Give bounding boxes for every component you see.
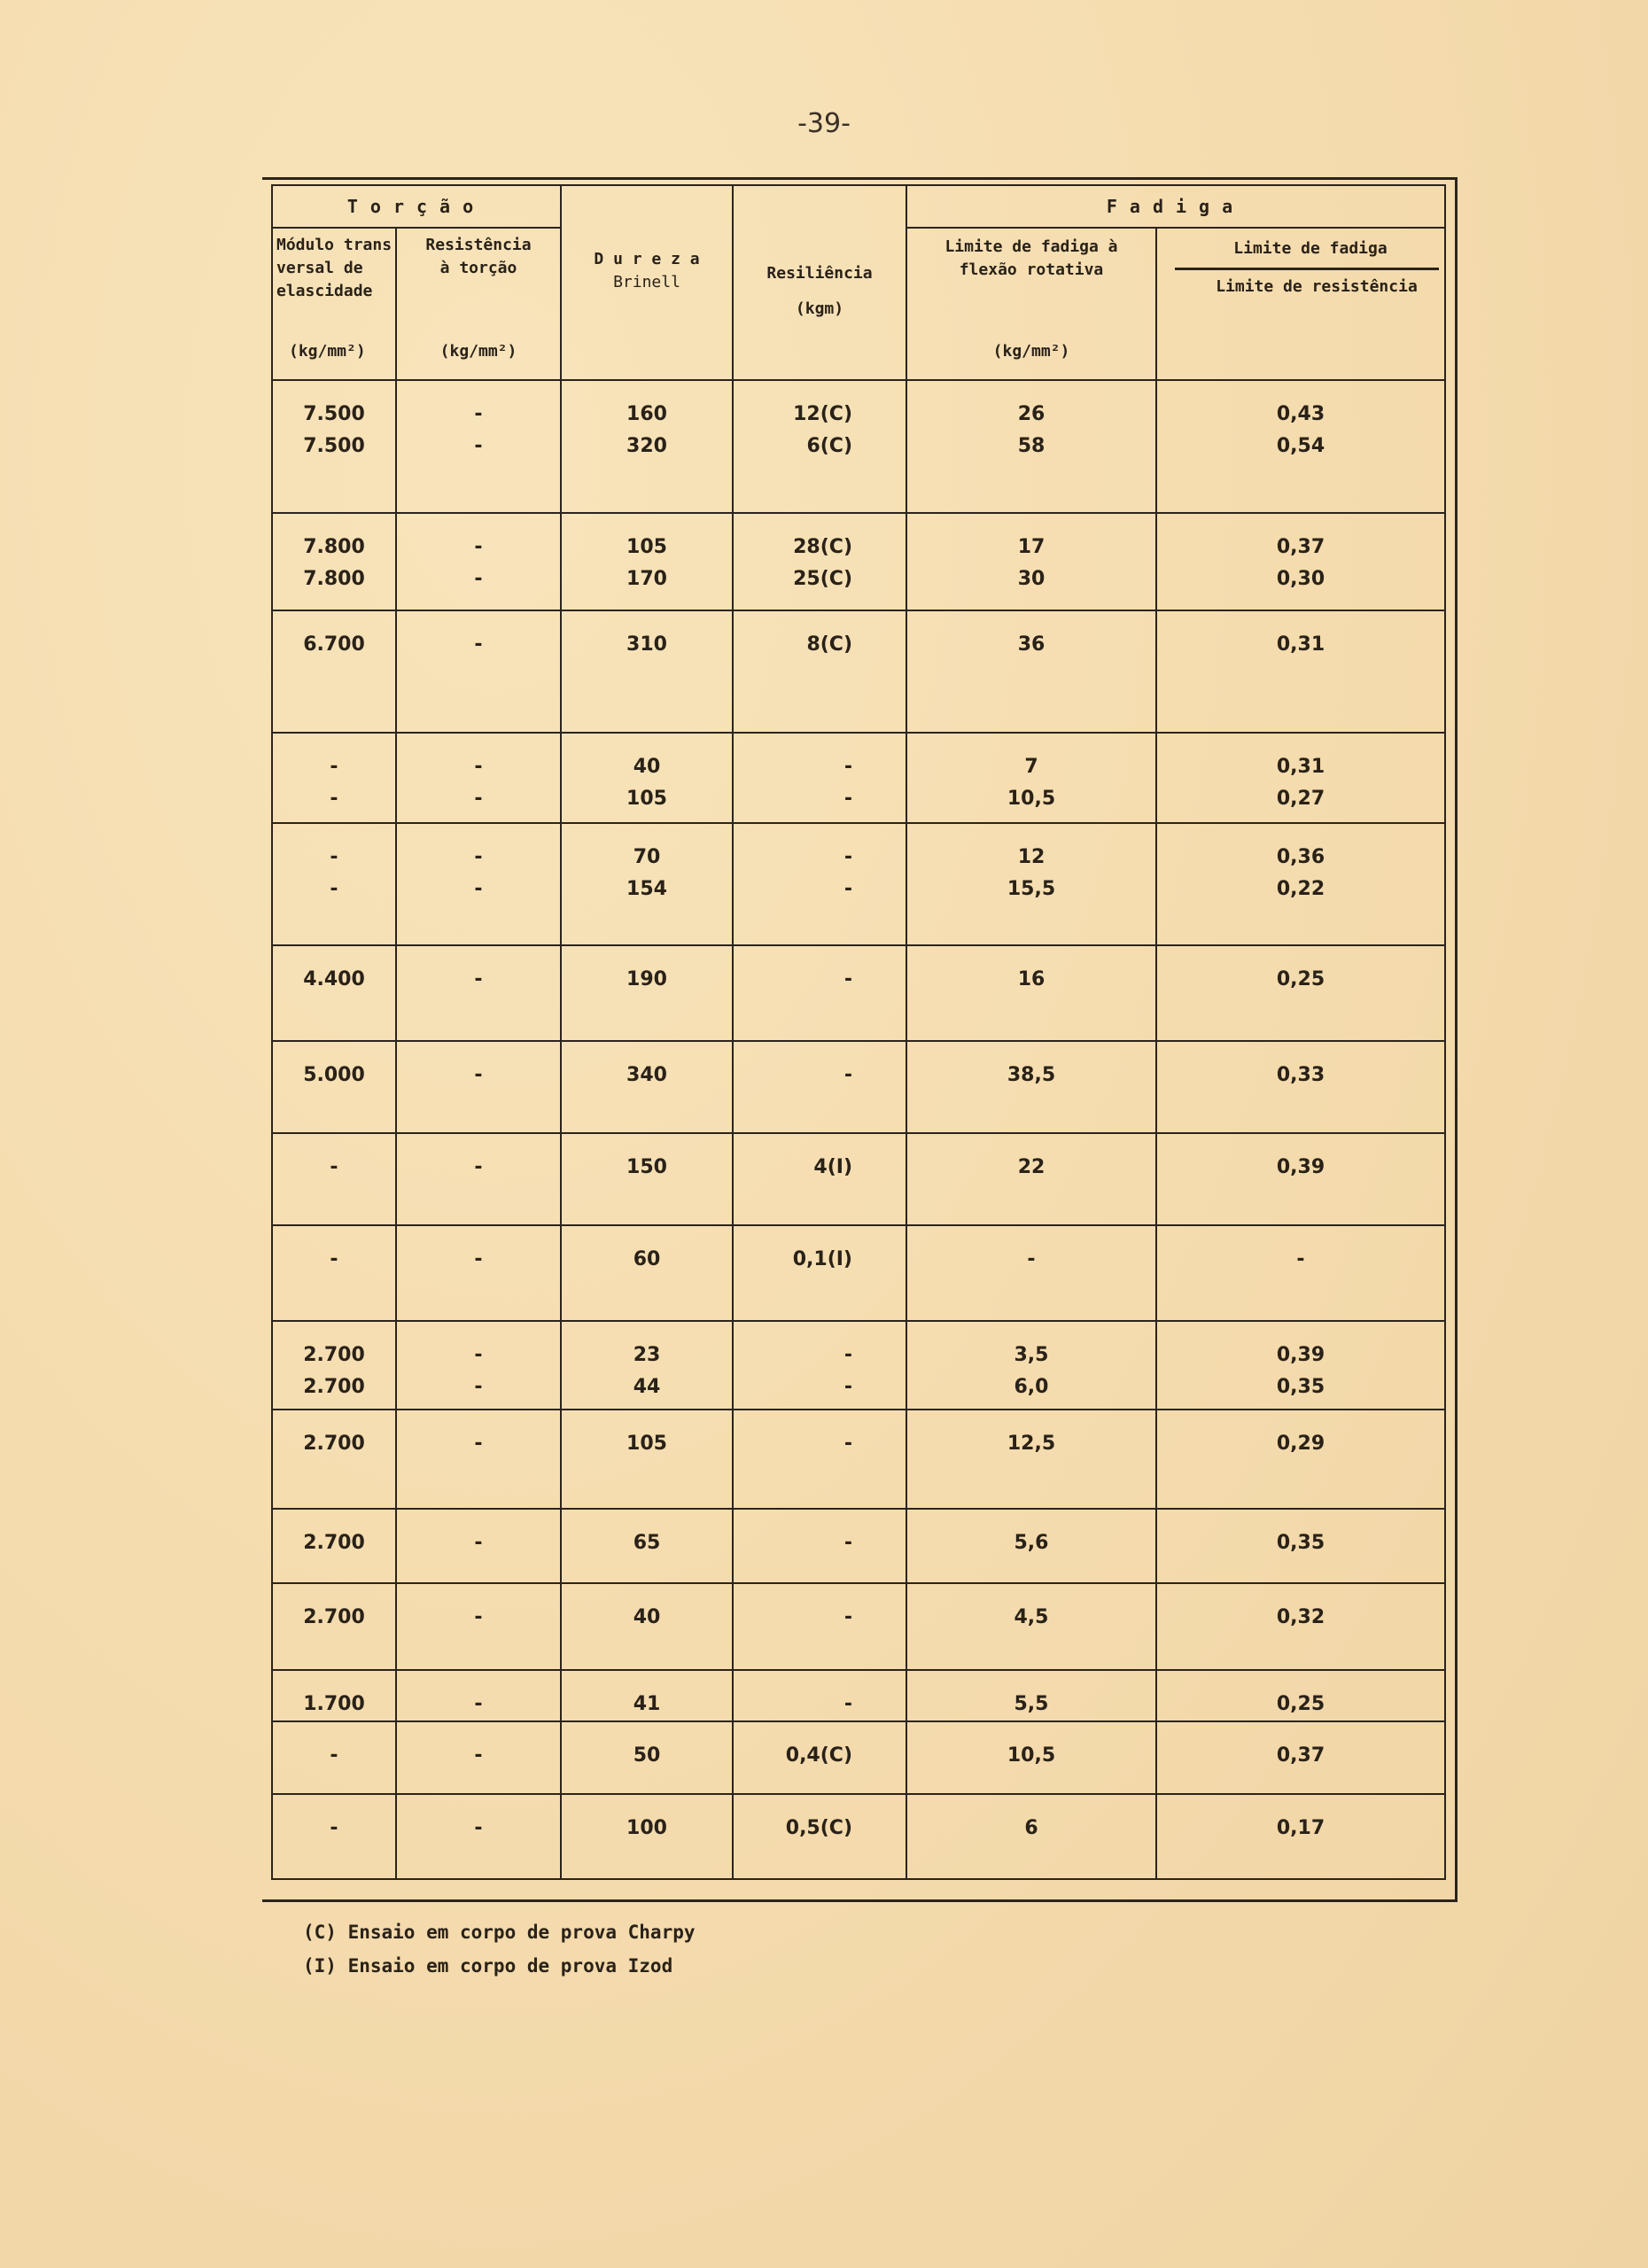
cell-resistencia (396, 1321, 561, 1410)
cell-value: 30 (1017, 568, 1046, 590)
cell-value: 310 (626, 633, 667, 656)
cell-value: - (843, 1693, 852, 1715)
cell-modulo (272, 513, 396, 610)
footnote-charpy: (C) Ensaio em corpo de prova Charpy (303, 1922, 696, 1943)
cell-value: - (474, 878, 483, 900)
cell-resiliencia (733, 1583, 906, 1670)
table-row (272, 380, 1445, 513)
cell-value: - (474, 1606, 483, 1628)
cell-value: - (474, 1744, 483, 1767)
cell-dureza (561, 945, 733, 1041)
cell-resistencia (396, 1041, 561, 1133)
header-dureza-line2: Brinell (613, 273, 680, 291)
cell-razao (1156, 1133, 1445, 1225)
cell-limite (906, 1721, 1156, 1794)
cell-value: 2.700 (303, 1606, 365, 1628)
cell-value: 0,37 (1276, 536, 1325, 558)
cell-value: 4,5 (1014, 1606, 1049, 1628)
cell-value: 12(C) (793, 403, 852, 425)
header-limite-flexao-line2: flexão rotativa (959, 260, 1104, 279)
cell-modulo (272, 1133, 396, 1225)
cell-value: - (474, 1817, 483, 1839)
fraction-line (1175, 268, 1439, 270)
header-dureza-line1: D u r e z a (594, 250, 700, 268)
cell-value: - (474, 846, 483, 868)
cell-value: 2.700 (303, 1344, 365, 1366)
table-row (272, 733, 1445, 823)
cell-resistencia (396, 1721, 561, 1794)
cell-value: 0,35 (1276, 1376, 1325, 1398)
cell-resistencia (396, 1133, 561, 1225)
cell-value: 0,31 (1276, 756, 1325, 778)
cell-value: 7 (1024, 756, 1038, 778)
cell-value: - (843, 968, 852, 990)
cell-resistencia (396, 380, 561, 513)
cell-value: 2.700 (303, 1532, 365, 1554)
cell-razao (1156, 380, 1445, 513)
cell-value: 70 (633, 846, 661, 868)
footnote-izod: (I) Ensaio em corpo de prova Izod (303, 1955, 673, 1977)
footnotes (303, 1915, 696, 1983)
cell-limite (906, 1583, 1156, 1670)
header-resiliencia-unit: (kgm) (795, 299, 844, 318)
cell-value: - (1296, 1248, 1305, 1270)
cell-dureza (561, 513, 733, 610)
cell-value: 23 (633, 1344, 661, 1366)
cell-value: - (843, 1064, 852, 1086)
cell-resiliencia (733, 733, 906, 823)
cell-resiliencia (733, 380, 906, 513)
cell-value: 6 (1024, 1817, 1038, 1839)
cell-value: 190 (626, 968, 667, 990)
cell-value: 26 (1017, 403, 1046, 425)
group-header-fadiga: Fadiga (906, 185, 1445, 228)
cell-razao (1156, 733, 1445, 823)
cell-value: 0,29 (1276, 1433, 1325, 1455)
cell-value: - (474, 968, 483, 990)
cell-value: 10,5 (1007, 788, 1056, 810)
cell-value: 0,5(C) (785, 1817, 852, 1839)
header-limite-flexao (906, 228, 1156, 380)
cell-value: - (843, 1606, 852, 1628)
cell-resistencia (396, 1509, 561, 1583)
cell-resiliencia (733, 1041, 906, 1133)
cell-resiliencia (733, 1410, 906, 1509)
cell-value: 160 (626, 403, 667, 425)
cell-value: 100 (626, 1817, 667, 1839)
cell-value: - (330, 1817, 338, 1839)
cell-value: - (474, 788, 483, 810)
cell-dureza (561, 1041, 733, 1133)
cell-value: 60 (633, 1248, 661, 1270)
cell-resiliencia (733, 513, 906, 610)
cell-resistencia (396, 1583, 561, 1670)
cell-value: 340 (626, 1064, 667, 1086)
cell-value: - (330, 1744, 338, 1767)
cell-resiliencia (733, 610, 906, 733)
cell-value: - (843, 1344, 852, 1366)
cell-value: 0,33 (1276, 1064, 1325, 1086)
table-row (272, 1133, 1445, 1225)
cell-dureza (561, 1670, 733, 1721)
cell-limite (906, 513, 1156, 610)
cell-dureza (561, 1225, 733, 1321)
properties-table (271, 184, 1446, 1880)
header-limite-flexao-unit: (kg/mm²) (992, 342, 1070, 361)
cell-razao (1156, 1721, 1445, 1794)
cell-value: 6.700 (303, 633, 365, 656)
cell-value: 1.700 (303, 1693, 365, 1715)
cell-modulo (272, 1670, 396, 1721)
cell-value: 58 (1017, 435, 1046, 457)
cell-value: 105 (626, 788, 667, 810)
group-header-torcao: Torção (272, 185, 561, 228)
table-row (272, 1670, 1445, 1721)
cell-value: 0,32 (1276, 1606, 1325, 1628)
table-row (272, 610, 1445, 733)
cell-modulo (272, 945, 396, 1041)
table-row (272, 945, 1445, 1041)
cell-dureza (561, 380, 733, 513)
cell-value: 0,54 (1276, 435, 1325, 457)
cell-value: 41 (633, 1693, 661, 1715)
cell-resistencia (396, 1225, 561, 1321)
cell-resistencia (396, 1670, 561, 1721)
table-row (272, 513, 1445, 610)
cell-limite (906, 733, 1156, 823)
cell-value: 0,17 (1276, 1817, 1325, 1839)
cell-value: 0,30 (1276, 568, 1325, 590)
cell-razao (1156, 823, 1445, 945)
cell-limite (906, 1133, 1156, 1225)
cell-value: 0,39 (1276, 1156, 1325, 1178)
cell-limite (906, 945, 1156, 1041)
cell-value: 4(I) (813, 1156, 852, 1178)
cell-value: 0,31 (1276, 633, 1325, 656)
cell-resistencia (396, 945, 561, 1041)
cell-value: - (843, 846, 852, 868)
page-number: -39- (797, 108, 851, 139)
header-resistencia-line1: Resistência (425, 236, 532, 254)
cell-resistencia (396, 513, 561, 610)
cell-value: - (330, 878, 338, 900)
cell-value: 0,1(I) (792, 1248, 852, 1270)
cell-value: 7.800 (303, 536, 365, 558)
cell-resiliencia (733, 823, 906, 945)
cell-value: - (474, 403, 483, 425)
cell-value: 6,0 (1014, 1376, 1049, 1398)
cell-dureza (561, 1410, 733, 1509)
cell-value: 0,22 (1276, 878, 1325, 900)
cell-modulo (272, 1794, 396, 1879)
header-modulo-line1: Módulo trans (276, 236, 393, 254)
cell-modulo (272, 733, 396, 823)
cell-value: 4.400 (303, 968, 365, 990)
cell-dureza (561, 1509, 733, 1583)
cell-limite (906, 1410, 1156, 1509)
cell-modulo (272, 380, 396, 513)
cell-value: 0,37 (1276, 1744, 1325, 1767)
cell-resistencia (396, 610, 561, 733)
cell-dureza (561, 1133, 733, 1225)
cell-limite (906, 823, 1156, 945)
table-row (272, 1410, 1445, 1509)
cell-razao (1156, 1041, 1445, 1133)
cell-value: - (843, 1433, 852, 1455)
cell-value: 0,25 (1276, 968, 1325, 990)
cell-dureza (561, 610, 733, 733)
header-modulo (272, 228, 396, 380)
cell-modulo (272, 1410, 396, 1509)
cell-dureza (561, 823, 733, 945)
cell-value: 44 (633, 1376, 661, 1398)
cell-resiliencia (733, 1509, 906, 1583)
cell-value: 170 (626, 568, 667, 590)
cell-value: 6(C) (806, 435, 852, 457)
cell-razao (1156, 945, 1445, 1041)
cell-value: 16 (1017, 968, 1046, 990)
cell-value: 10,5 (1007, 1744, 1056, 1767)
table-row (272, 1321, 1445, 1410)
cell-value: 5,6 (1014, 1532, 1049, 1554)
header-resiliencia (733, 185, 906, 380)
cell-resiliencia (733, 1721, 906, 1794)
cell-dureza (561, 733, 733, 823)
cell-resiliencia (733, 1133, 906, 1225)
cell-value: 0,39 (1276, 1344, 1325, 1366)
cell-limite (906, 1321, 1156, 1410)
cell-value: 7.800 (303, 568, 365, 590)
cell-value: 8(C) (806, 633, 852, 656)
cell-modulo (272, 1509, 396, 1583)
cell-dureza (561, 1583, 733, 1670)
cell-limite (906, 1225, 1156, 1321)
cell-limite (906, 610, 1156, 733)
cell-resiliencia (733, 1225, 906, 1321)
cell-modulo (272, 1225, 396, 1321)
cell-value: 150 (626, 1156, 667, 1178)
header-modulo-unit: (kg/mm²) (289, 342, 366, 361)
cell-resistencia (396, 1794, 561, 1879)
cell-value: - (330, 846, 338, 868)
cell-value: 154 (626, 878, 667, 900)
cell-modulo (272, 1583, 396, 1670)
cell-value: - (474, 1156, 483, 1178)
header-limite-flexao-line1: Limite de fadiga à (944, 237, 1118, 256)
cell-razao (1156, 1321, 1445, 1410)
cell-value: - (330, 1156, 338, 1178)
header-razao-numerador: Limite de fadiga (1233, 239, 1388, 258)
table-row (272, 1583, 1445, 1670)
cell-value: - (330, 1248, 338, 1270)
cell-modulo (272, 1041, 396, 1133)
cell-razao (1156, 1509, 1445, 1583)
cell-value: 0,25 (1276, 1693, 1325, 1715)
cell-value: - (843, 1532, 852, 1554)
cell-value: - (474, 1248, 483, 1270)
cell-value: - (474, 1433, 483, 1455)
cell-value: - (330, 756, 338, 778)
cell-value: 0,27 (1276, 788, 1325, 810)
cell-value: - (330, 788, 338, 810)
cell-value: - (474, 1376, 483, 1398)
table-row (272, 1509, 1445, 1583)
cell-value: 7.500 (303, 403, 365, 425)
cell-resistencia (396, 733, 561, 823)
cell-value: 12,5 (1007, 1433, 1056, 1455)
cell-value: 36 (1017, 633, 1046, 656)
header-resistencia-line2: à torção (439, 259, 517, 277)
cell-razao (1156, 610, 1445, 733)
cell-value: - (474, 1532, 483, 1554)
cell-limite (906, 1041, 1156, 1133)
table-body (272, 380, 1445, 1879)
cell-value: 320 (626, 435, 667, 457)
cell-limite (906, 1794, 1156, 1879)
cell-limite (906, 1670, 1156, 1721)
header-resistencia (396, 228, 561, 380)
cell-value: 22 (1017, 1156, 1046, 1178)
cell-value: 25(C) (793, 568, 852, 590)
header-modulo-line2: versal de (276, 259, 363, 277)
cell-resiliencia (733, 1321, 906, 1410)
cell-value: 0,4(C) (785, 1744, 852, 1767)
cell-resiliencia (733, 1794, 906, 1879)
table-row (272, 1794, 1445, 1879)
cell-dureza (561, 1321, 733, 1410)
cell-value: - (474, 633, 483, 656)
cell-dureza (561, 1794, 733, 1879)
cell-value: - (843, 788, 852, 810)
cell-limite (906, 1509, 1156, 1583)
cell-modulo (272, 823, 396, 945)
cell-value: 40 (633, 756, 661, 778)
cell-value: - (474, 1693, 483, 1715)
header-resistencia-unit: (kg/mm²) (439, 342, 517, 361)
cell-value: 17 (1017, 536, 1046, 558)
header-dureza (561, 185, 733, 380)
cell-value: - (1027, 1248, 1036, 1270)
table-row (272, 823, 1445, 945)
cell-razao (1156, 513, 1445, 610)
cell-modulo (272, 1321, 396, 1410)
cell-value: - (843, 1376, 852, 1398)
table-row (272, 1041, 1445, 1133)
cell-value: 105 (626, 536, 667, 558)
table-row (272, 1225, 1445, 1321)
cell-value: - (474, 568, 483, 590)
cell-value: 105 (626, 1433, 667, 1455)
cell-modulo (272, 610, 396, 733)
cell-value: - (474, 1064, 483, 1086)
cell-value: - (474, 756, 483, 778)
header-resiliencia-label: Resiliência (766, 264, 873, 283)
cell-razao (1156, 1583, 1445, 1670)
cell-razao (1156, 1794, 1445, 1879)
table-row (272, 1721, 1445, 1794)
cell-value: 38,5 (1007, 1064, 1056, 1086)
cell-value: 15,5 (1007, 878, 1056, 900)
cell-resistencia (396, 1410, 561, 1509)
cell-value: 0,35 (1276, 1532, 1325, 1554)
cell-value: - (474, 435, 483, 457)
cell-value: 12 (1017, 846, 1046, 868)
header-modulo-line3: elascidade (276, 282, 373, 300)
cell-value: 0,43 (1276, 403, 1325, 425)
cell-value: 40 (633, 1606, 661, 1628)
cell-resistencia (396, 823, 561, 945)
cell-dureza (561, 1721, 733, 1794)
cell-resiliencia (733, 1670, 906, 1721)
cell-value: 0,36 (1276, 846, 1325, 868)
cell-value: 3,5 (1014, 1344, 1049, 1366)
cell-value: 2.700 (303, 1433, 365, 1455)
cell-modulo (272, 1721, 396, 1794)
cell-value: 2.700 (303, 1376, 365, 1398)
cell-value: - (474, 1344, 483, 1366)
cell-value: 28(C) (793, 536, 852, 558)
header-razao-fadiga (1156, 228, 1445, 380)
cell-value: 50 (633, 1744, 661, 1767)
cell-razao (1156, 1670, 1445, 1721)
cell-razao (1156, 1410, 1445, 1509)
cell-razao (1156, 1225, 1445, 1321)
cell-value: - (474, 536, 483, 558)
cell-value: 65 (633, 1532, 661, 1554)
cell-resiliencia (733, 945, 906, 1041)
cell-value: 5,5 (1014, 1693, 1049, 1715)
cell-value: - (843, 756, 852, 778)
cell-value: - (843, 878, 852, 900)
header-razao-denominador: Limite de resistência (1216, 277, 1418, 296)
cell-limite (906, 380, 1156, 513)
cell-value: 7.500 (303, 435, 365, 457)
cell-value: 5.000 (303, 1064, 365, 1086)
